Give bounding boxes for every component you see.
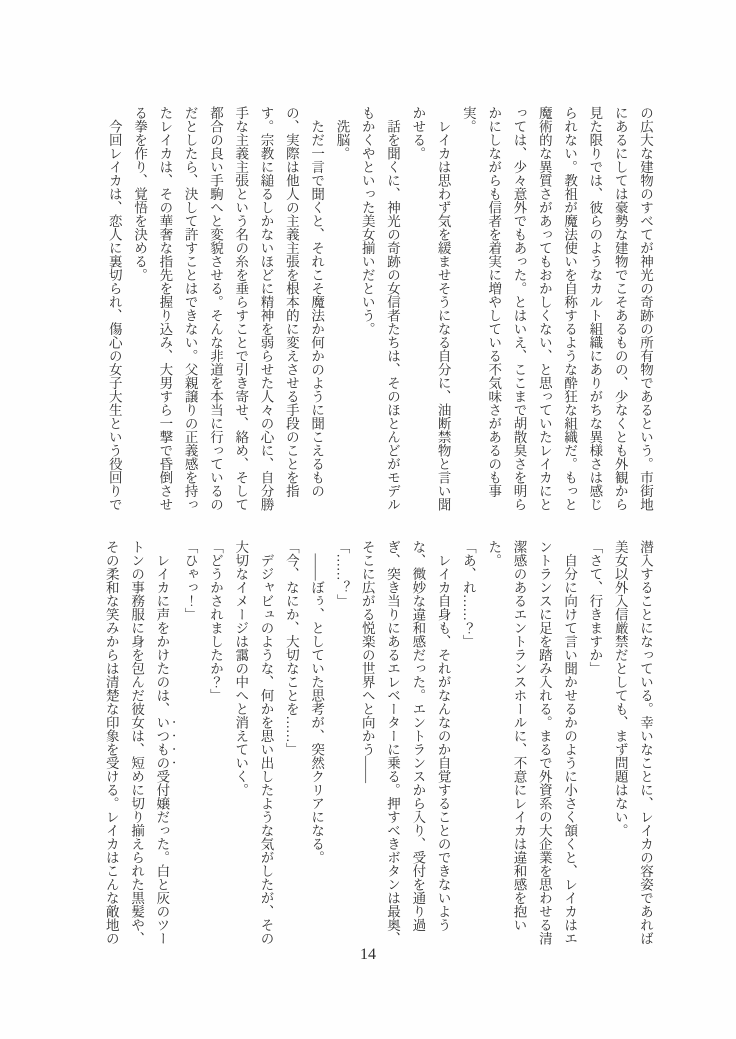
- text-segment: 話を聞くに、神光の奇跡の女信者たちは、そのほとんどがモデルもかくやといった美女揃いだという。: [359, 106, 401, 511]
- text-segment: 「あ、れ……？」: [460, 540, 476, 648]
- paragraph: [127, 106, 329, 511]
- text-segment: 「ひゃっ！」: [182, 540, 198, 621]
- paragraph: [203, 540, 228, 945]
- paragraph: [456, 106, 658, 511]
- paragraph: [228, 540, 279, 945]
- paragraph: [582, 540, 607, 945]
- text-segment: ただ一言で聞くと、それこそ魔法か何かのように聞こえるものの、実際は他人の主義主張を根本的に変えさせる手段のことを指す。宗教に縋るしかないほどに精神を弱らせた人々の心に、自分勝手な主義主張という名の糸を垂らすことで引き寄せ、絡め、そして都合の良い手駒へと変貌させる。そんな非道を本当に行っているのだとしたら、決して許すことはできない。父親譲りの正義感を持ったレイカは、その華奢な指先を握り込み、大男すら一撃で昏倒させる拳を作り、覚悟を決める。: [132, 106, 325, 511]
- paragraph: [405, 106, 456, 511]
- text-segment: 受付嬢だった。白と灰のツートンの事務服に身を包んだ彼女は、短めに切り揃えられた黒髪や、その柔和な笑みからは清楚な印象を受ける。レイカはこんな敵地の: [103, 540, 170, 945]
- paragraph: [354, 540, 455, 945]
- text-segment: レイカは思わず気を緩ませそうになる自分に、油断禁物と言い聞かせる。: [410, 106, 451, 511]
- paragraph: [101, 106, 126, 511]
- text-segment: 潜入することになっている。幸いなことに、レイカの容姿であれば美女以外入信厳禁だとしても、まず問題はない。: [612, 540, 653, 945]
- text-segment: 「……？」: [334, 540, 350, 608]
- text-segment: 「どうかされましたか？」: [207, 540, 223, 702]
- paragraph: [304, 540, 329, 945]
- paragraph: [177, 540, 202, 945]
- emphasized-text-segment: いつもの: [154, 715, 170, 770]
- paragraph: [279, 540, 304, 945]
- paragraph: [456, 540, 481, 945]
- text-segment: レイカ自身も、それがなんなのか自覚することのできないような、微妙な違和感だった。エントランスから入り、受付を通り過ぎ、突き当りにあるエレベーターに乗る。押すべきボタンは最奥、そこに広がる悦楽の世界へと向かう――: [359, 540, 451, 945]
- text-segment: レイカに声をかけたのは、: [154, 540, 170, 716]
- text-segment: 洗脳。: [334, 106, 350, 160]
- text-segment: 自分に向けて言い聞かせるかのように小さく頷くと、レイカはエントランスに足を踏み入れる。まるで外資系の大企業を思わせる清潔感のあるエントランスホールに、不意にレイカは違和感を抱いた。: [486, 540, 578, 945]
- paragraph: [329, 540, 354, 945]
- paragraph: [354, 106, 405, 511]
- text-segment: 今回レイカは、恋人に裏切られ、傷心の女子大生という役回りで: [106, 106, 122, 511]
- lower-text-block: [98, 540, 658, 945]
- paragraph: [98, 540, 177, 945]
- paragraph: [481, 540, 582, 945]
- text-segment: 「今、なにか、大切なことを……」: [283, 540, 299, 756]
- upper-text-block: [101, 106, 658, 511]
- page-number: 14: [360, 946, 376, 963]
- text-segment: の広大な建物のすべてが神光の奇跡の所有物であるという。市街地にあるにしては豪勢な建物でこそあるものの、少なくとも外観から見た限りでは、彼らのようなカルト組織にありがちな異様さは感じられない。教祖が魔法使いを自称するような酔狂な組織だ。もっと魔術的な異質さがあってもおかしくない、と思っていたレイカにとっては、少々意外でもあった。とはいえ、ここまで胡散臭さを明らかにしながらも信者を着実に増やしている不気味さがあるのも事実。: [460, 106, 653, 511]
- paragraph: [329, 106, 354, 511]
- text-segment: ――ぼぅ、としていた思考が、突然クリアになる。: [309, 540, 325, 864]
- text-segment: 「さて、行きますか」: [587, 540, 603, 675]
- paragraph: [607, 540, 658, 945]
- text-segment: デジャビュのような、何かを思い出したような気がしたが、その大切なイメージは靄の中へと消えていく。: [233, 540, 274, 945]
